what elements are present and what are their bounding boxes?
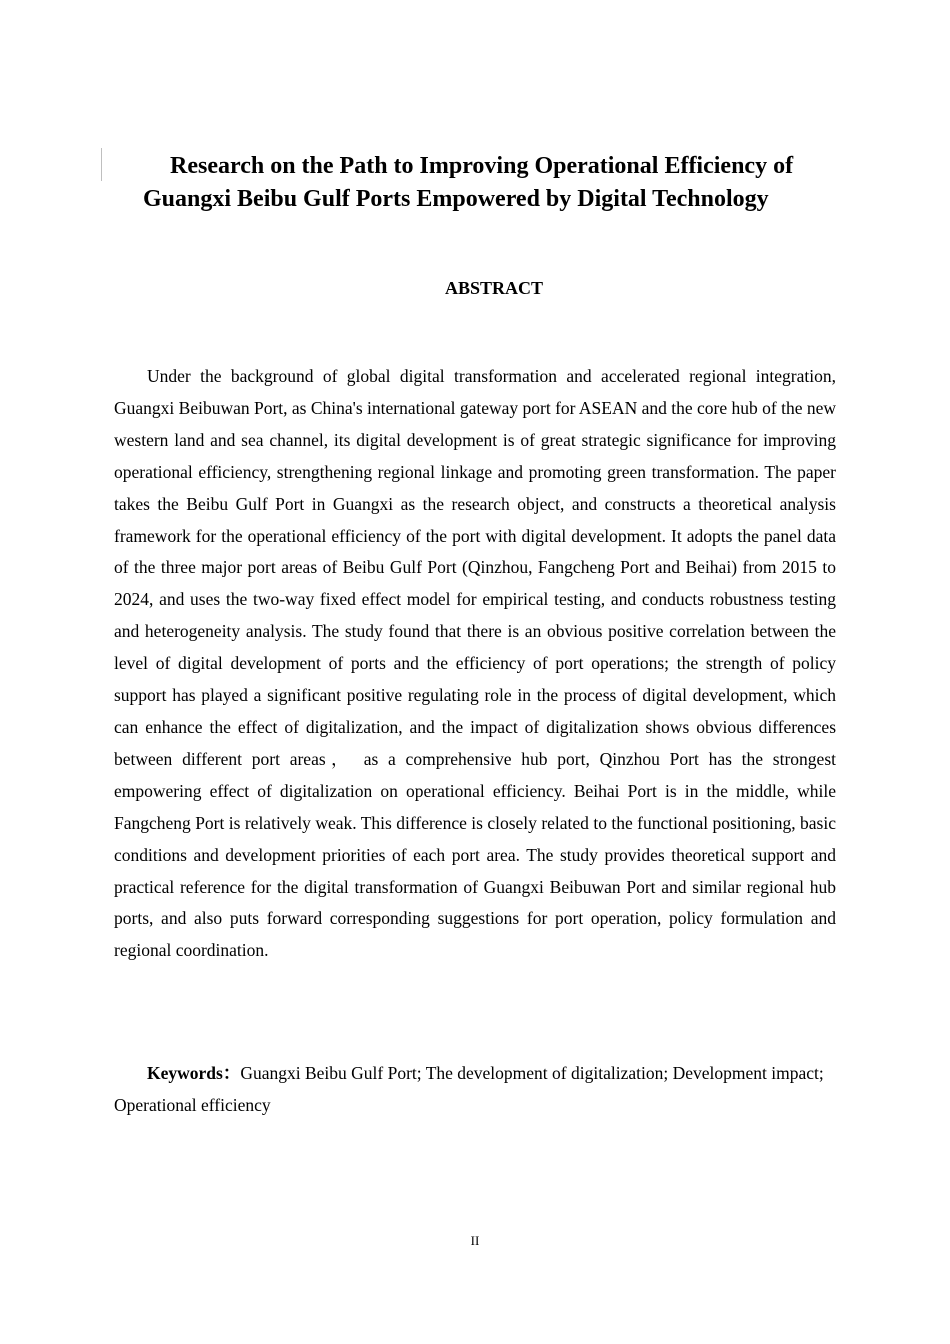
- paper-title-line-2: Guangxi Beibu Gulf Ports Empowered by Digital Technology: [143, 186, 769, 212]
- abstract-body: Under the background of global digital transformation and accelerated regional integration, Guangxi Beibuwan Port, as China's international gateway port for ASEAN and the core hub of the new western land and sea channel, its digital development is of great strategic significance for improving operational efficiency, strengthening regional linkage and promoting green transformation. The paper takes the Beibu Gulf Port in Guangxi as the research object, and constructs a theoretical analysis framework for the operational efficiency of the port with digital development. It adopts the panel data of the three major port areas of Beibu Gulf Port (Qinzhou, Fangcheng Port and Beihai) from 2015 to 2024, and uses the two-way fixed effect model for empirical testing, and conducts robustness testing and heterogeneity analysis. The study found that there is an obvious positive correlation between the level of digital development of ports and the efficiency of port operations; the strength of policy support has played a significant positive regulating role in the process of digital development, which can enhance the effect of digitalization, and the impact of digitalization shows obvious differences between different port areas， as a comprehensive hub port, Qinzhou Port has the strongest empowering effect of digitalization on operational efficiency. Beihai Port is in the middle, while Fangcheng Port is relatively weak. This difference is closely related to the functional positioning, basic conditions and development priorities of each port area. The study provides theoretical support and practical reference for the digital transformation of Guangxi Beibuwan Port and similar regional hub ports, and also puts forward corresponding suggestions for port operation, policy formulation and regional coordination.: [114, 366, 836, 961]
- keywords-text: Guangxi Beibu Gulf Port; The development of digitalization; Development impact; Operational efficiency: [114, 1063, 824, 1115]
- keywords-label: Keywords：: [147, 1063, 241, 1083]
- paper-title-line-1: Research on the Path to Improving Operational Efficiency of: [170, 153, 794, 179]
- keywords-paragraph: [114, 1058, 836, 1121]
- page-number: II: [470, 1233, 480, 1248]
- paper-title: [114, 150, 836, 216]
- abstract-heading: ABSTRACT: [444, 278, 544, 298]
- margin-guide-line: [101, 148, 102, 181]
